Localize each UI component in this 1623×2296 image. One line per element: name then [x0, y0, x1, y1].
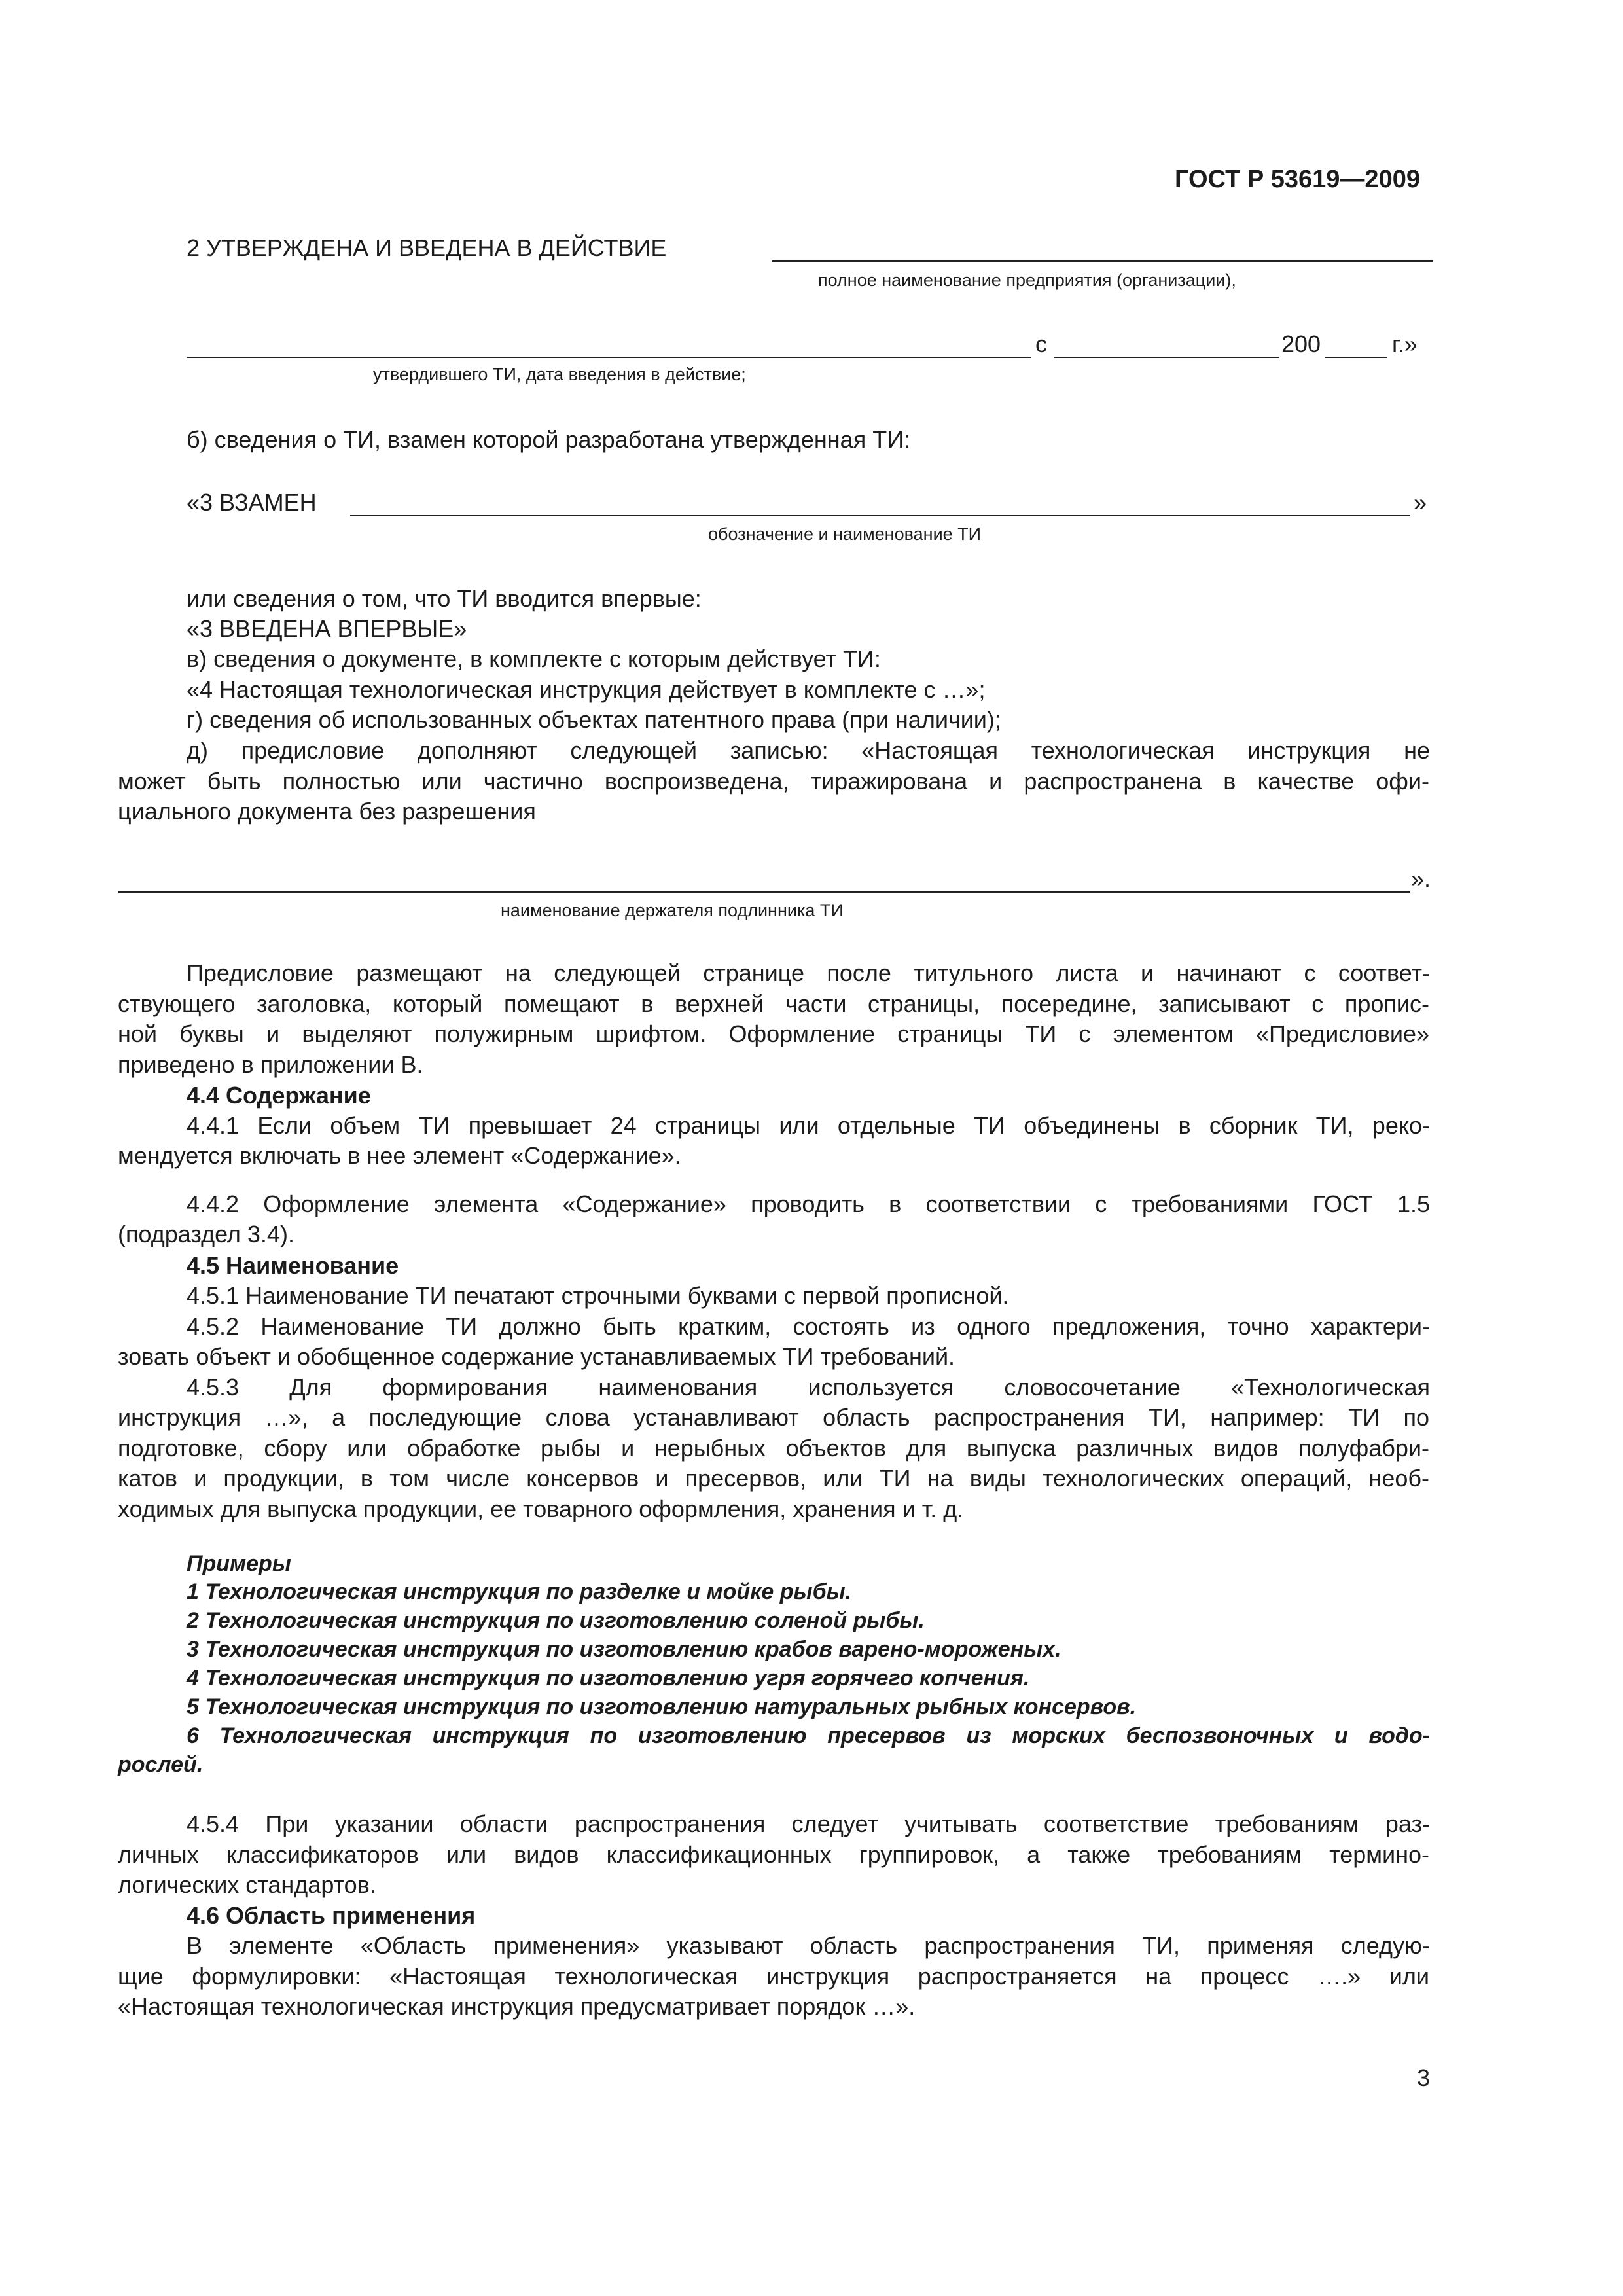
example-item: рослей. [118, 1752, 204, 1777]
example-item: 6 Технологическая инструкция по изготовлению пресервов из морских беспозвоночных и водо- [187, 1723, 1430, 1748]
paragraph-line: мендуется включать в нее элемент «Содержание». [118, 1142, 681, 1169]
approver-caption: утвердившего ТИ, дата введения в действие; [373, 365, 746, 384]
body-line: или сведения о том, что ТИ вводится впервые: [187, 585, 702, 612]
paragraph-line: д) предисловие дополняют следующей записью: «Настоящая технологическая инструкция не [187, 737, 1430, 764]
paragraph-line: 4.5.2 Наименование ТИ должно быть кратким, состоять из одного предложения, точно характери- [187, 1313, 1430, 1340]
example-item: 1 Технологическая инструкция по разделке и мойке рыбы. [187, 1579, 852, 1604]
org-caption: полное наименование предприятия (организации), [818, 270, 1236, 290]
paragraph-line: зовать объект и обобщенное содержание устанавливаемых ТИ требований. [118, 1343, 955, 1370]
paragraph-line: В элементе «Область применения» указывают область распространения ТИ, применяя следую- [187, 1932, 1430, 1959]
examples-title: Примеры [187, 1551, 291, 1576]
page-number: 3 [1417, 2064, 1431, 2091]
body-line: «4 Настоящая технологическая инструкция действует в комплекте с …»; [187, 676, 986, 703]
doc-id: ГОСТ Р 53619—2009 [1175, 166, 1420, 193]
year-blank-line [1325, 357, 1387, 358]
holder-caption: наименование держателя подлинника ТИ [501, 901, 844, 920]
paragraph-line: личных классификаторов или видов классификационных группировок, а также требованиям термино- [118, 1841, 1429, 1868]
paragraph-line: 4.4.1 Если объем ТИ превышает 24 страницы или отдельные ТИ объединены в сборник ТИ, реко- [187, 1112, 1430, 1139]
holder-close: ». [1411, 865, 1431, 892]
paragraph-line: ходимых для выпуска продукции, ее товарного оформления, хранения и т. д. [118, 1496, 964, 1522]
replace-label: «3 ВЗАМЕН [187, 489, 317, 516]
body-line: в) сведения о документе, в комплекте с которым действует ТИ: [187, 645, 881, 672]
item-b: б) сведения о ТИ, взамен которой разработана утвержденная ТИ: [187, 426, 911, 453]
example-item: 2 Технологическая инструкция по изготовлению соленой рыбы. [187, 1608, 925, 1633]
paragraph-line: 4.5.4 При указании области распространения следует учитывать соответствие требованиям раз- [187, 1810, 1430, 1837]
paragraph-line: может быть полностью или частично воспроизведена, тиражирована и распространена в качестве офи- [118, 768, 1429, 795]
body-line: г) сведения об использованных объектах патентного права (при наличии); [187, 706, 1001, 733]
paragraph-line: приведено в приложении В. [118, 1051, 423, 1078]
approved-label: 2 УТВЕРЖДЕНА И ВВЕДЕНА В ДЕЙСТВИЕ [187, 234, 667, 261]
body-line: «3 ВВЕДЕНА ВПЕРВЫЕ» [187, 615, 467, 642]
paragraph-line: щие формулировки: «Настоящая технологическая инструкция распространяется на процесс ….» или [118, 1963, 1429, 1990]
date-suffix: г.» [1392, 331, 1418, 357]
org-blank-line [772, 260, 1433, 262]
example-item: 3 Технологическая инструкция по изготовлению крабов варено-мороженых. [187, 1637, 1061, 1662]
paragraph-line: «Настоящая технологическая инструкция предусматривает порядок …». [118, 1993, 916, 2020]
example-item: 5 Технологическая инструкция по изготовлению натуральных рыбных консервов. [187, 1695, 1137, 1719]
paragraph-line: (подраздел 3.4). [118, 1221, 294, 1247]
paragraph-line: подготовке, сбору или обработке рыбы и нерыбных объектов для выпуска различных видов полуфабри- [118, 1435, 1429, 1462]
approver-blank-line [187, 357, 1031, 358]
date-from: с [1035, 331, 1047, 357]
section-heading: 4.6 Область применения [187, 1902, 476, 1929]
paragraph-line: циального документа без разрешения [118, 798, 536, 825]
paragraph-line: 4.4.2 Оформление элемента «Содержание» проводить в соответствии с требованиями ГОСТ 1.5 [187, 1191, 1430, 1217]
ti-caption: обозначение и наименование ТИ [708, 524, 982, 544]
date-year: 200 [1281, 331, 1321, 357]
example-item: 4 Технологическая инструкция по изготовлению угря горячего копчения. [187, 1666, 1030, 1691]
section-heading: 4.5 Наименование [187, 1252, 399, 1279]
replace-blank-line [350, 515, 1410, 516]
paragraph-line: Предисловие размещают на следующей странице после титульного листа и начинают с соответ- [187, 960, 1430, 986]
paragraph-line: катов и продукции, в том числе консервов и пресервов, или ТИ на виды технологических операций, необ- [118, 1465, 1429, 1492]
paragraph-line: 4.5.3 Для формирования наименования используется словосочетание «Технологическая [187, 1374, 1430, 1401]
paragraph-line: логических стандартов. [118, 1871, 376, 1898]
section-heading: 4.4 Содержание [187, 1082, 371, 1109]
paragraph-line: инструкция …», а последующие слова устанавливают область распространения ТИ, например: ТИ по [118, 1404, 1429, 1431]
paragraph-line: ной буквы и выделяют полужирным шрифтом. Оформление страницы ТИ с элементом «Предисловие» [118, 1020, 1429, 1047]
paragraph-line: 4.5.1 Наименование ТИ печатают строчными буквами с первой прописной. [187, 1282, 1009, 1309]
holder-blank-line [118, 891, 1410, 893]
date-blank-line [1054, 357, 1279, 358]
paragraph-line: ствующего заголовка, который помещают в верхней части страницы, посередине, записывают с пропис- [118, 990, 1429, 1017]
replace-close: » [1414, 489, 1427, 516]
